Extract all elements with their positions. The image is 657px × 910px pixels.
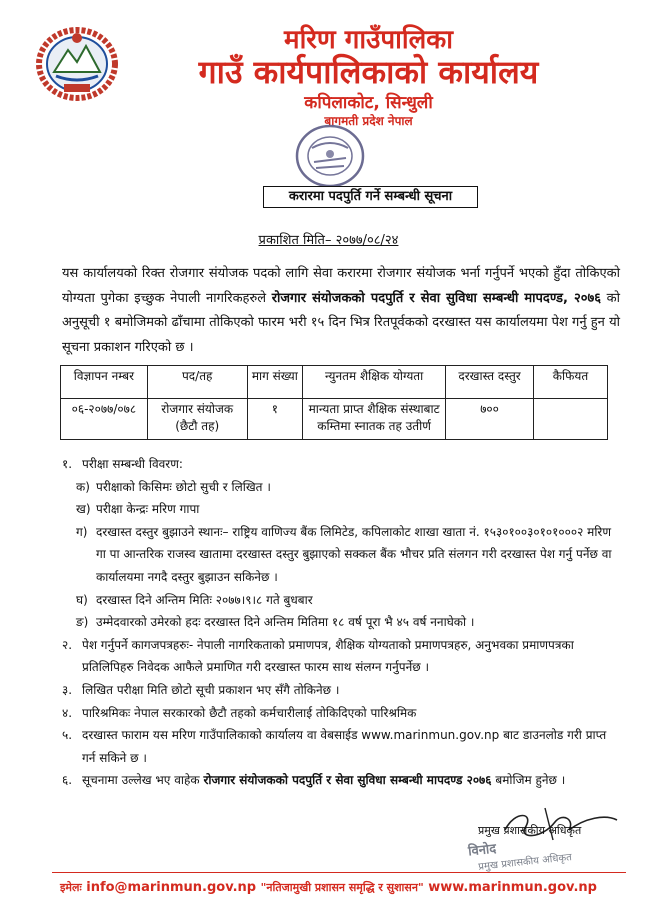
signature-stamp-name: विनोद (467, 841, 497, 860)
table-header-row (61, 366, 608, 399)
sub-item (62, 498, 622, 521)
sub-item (62, 476, 622, 499)
slogan: "नतिजामुखी प्रशासन समृद्धि र सुशासन" (260, 881, 424, 894)
vacancy-table (60, 365, 608, 440)
signature-stamp-title: प्रमुख प्रशासकीय अधिकृत (477, 852, 573, 873)
signatory-title: प्रमुख प्रशासकीय अधिकृत (478, 824, 582, 837)
sub-item (62, 521, 622, 589)
sub-text: परीक्षाको किसिमः छोटो सुची र लिखित । (96, 479, 271, 494)
office-address: कपिलाकोट, सिन्धुली (304, 93, 433, 113)
list-number: १. (62, 457, 73, 471)
list-text: लिखित परीक्षा मिति छोटो सूची प्रकाशन भए सँगै तोकिनेछ । (82, 682, 340, 697)
sub-number: ग) (76, 524, 88, 539)
list-number: २. (62, 637, 73, 652)
email-link[interactable]: info@marinmun.gov.np (86, 880, 257, 895)
col-header: दरखास्त दस्तुर (446, 366, 534, 399)
list-number: ४. (62, 705, 73, 720)
municipality-name: मरिण गाउँपालिका (284, 25, 453, 55)
table-cell: ०६-२०७७/०७८ (61, 399, 148, 440)
table-cell (533, 399, 607, 440)
col-header: कैफियत (533, 366, 607, 399)
sub-item (62, 589, 622, 612)
list-text: परीक्षा सम्बन्धी विवरण: (82, 457, 183, 471)
conditions-list (62, 453, 622, 792)
list-text: पेश गर्नुपर्ने कागजपत्रहरुः- नेपाली नागरिकताको प्रमाणपत्र, शैक्षिक योग्यताको प्रमाणपत्रहरु, अनुभवका प्रमाणपत्रका प्रतिलिपिहरु निवेदक आफैले प्रमाणित गरी दरखास्त फारम साथ संलग्न गर्नुपर्नेछ । (82, 637, 574, 675)
list-item (62, 724, 622, 769)
email-label: इमेलः (60, 881, 82, 894)
sub-text: परीक्षा केन्द्रः मरिण गापा (96, 502, 200, 517)
list-bold: रोजगार संयोजकको पदपुर्ति र सेवा सुविधा सम्बन्धी मापदण्ड २०७६ (203, 773, 492, 788)
list-text: पारिश्रमिकः नेपाल सरकारको छैटौ तहको कर्मचारीलाई तोकिदिएको पारिश्रमिक (82, 705, 417, 720)
list-text: सूचनामा उल्लेख भए वाहेक (82, 773, 204, 788)
list-number: ३. (62, 682, 73, 697)
list-item (62, 453, 622, 476)
list-text: दरखास्त फाराम यस मरिण गाउँपालिकाको कार्यालय वा वेबसाईड www.marinmun.gov.np बाट डाउनलोड गरी प्राप्त गर्न सकिने छ । (82, 728, 607, 765)
table-cell: १ (247, 399, 302, 440)
sub-number: ख) (76, 502, 91, 517)
intro-text-2: को अनुसूची १ बमोजिमको ढाँचामा तोकिएको फारम भरी १५ दिन भित्र रितपूर्वकको दरखास्त यस कार्यालयमा पेश गर्नु हुन यो सूचना प्रकाशन गरिएको छ । (62, 290, 621, 355)
list-item (62, 679, 622, 702)
list-item (62, 769, 622, 792)
col-header: न्युनतम शैक्षिक योग्यता (303, 366, 446, 399)
table-cell: ७०० (446, 399, 534, 440)
col-header: विज्ञापन नम्बर (61, 366, 148, 399)
sub-number: क) (76, 479, 90, 494)
footer (0, 880, 657, 895)
notice-title: करारमा पदपुर्ति गर्ने सम्बन्धी सूचना (263, 186, 478, 208)
intro-paragraph (62, 262, 620, 360)
table-cell: रोजगार संयोजक (छैटौ तह) (147, 399, 247, 440)
published-date: प्रकाशित मिति– २०७७/०८/२४ (258, 233, 399, 248)
table-cell: मान्यता प्राप्त शैक्षिक संस्थाबाट कम्तिमा स्नातक तह उतीर्ण (303, 399, 446, 440)
list-number: ६. (62, 773, 73, 788)
official-stamp-icon (290, 118, 370, 193)
list-item (62, 702, 622, 725)
office-name: गाउँ कार्यपालिकाको कार्यालय (198, 53, 539, 91)
col-header: पद/तह (147, 366, 247, 399)
province-name: बागमती प्रदेश नेपाल (324, 114, 413, 128)
sub-number: ङ) (76, 615, 89, 630)
list-text: बमोजिम हुनेछ । (491, 773, 566, 788)
sub-number: घ) (76, 592, 88, 607)
sub-item (62, 611, 622, 634)
intro-text-1: यस कार्यालयको रिक्त रोजगार संयोजक पदको लागि सेवा करारमा रोजगार संयोजक भर्ना गर्नुपर्ने भएको हुँदा तोकिएको योग्यता पुगेका इच्छुक नेपाली नागरिकहरुले (62, 266, 620, 306)
list-number: ५. (62, 728, 73, 743)
intro-bold: रोजगार संयोजकको पदपुर्ति र सेवा सुविधा सम्बन्धी मापदण्ड, २०७६ (271, 290, 601, 306)
col-header: माग संख्या (247, 366, 302, 399)
sub-text: दरखास्त दस्तुर बुझाउने स्थानः– राष्ट्रिय वाणिज्य बैंक लिमिटेड, कपिलाकोट शाखा खाता नं. १५३०१००३०१०१०००२ मरिण गा पा आन्तरिक राजस्व खातामा दरखास्त दस्तुर बुझाएको सक्कल बैंक भौचर प्रति संलगन गरी दरखास्त पेश गर्नु पर्नेछ वा कार्यालयमा नगदै दस्तुर बुझाउन सकिनेछ । (96, 524, 612, 584)
website-link[interactable]: www.marinmun.gov.np (428, 880, 597, 895)
footer-divider (52, 872, 626, 873)
list-item (62, 634, 622, 679)
sub-text: उम्मेदवारको उमेरको हदः दरखास्त दिने अन्तिम मितिमा १८ वर्ष पूरा भै ४५ वर्ष ननाघेको । (96, 615, 475, 630)
table-row (61, 399, 608, 440)
sub-text: दरखास्त दिने अन्तिम मितिः २०७७।९।८ गते बुधबार (96, 592, 313, 607)
